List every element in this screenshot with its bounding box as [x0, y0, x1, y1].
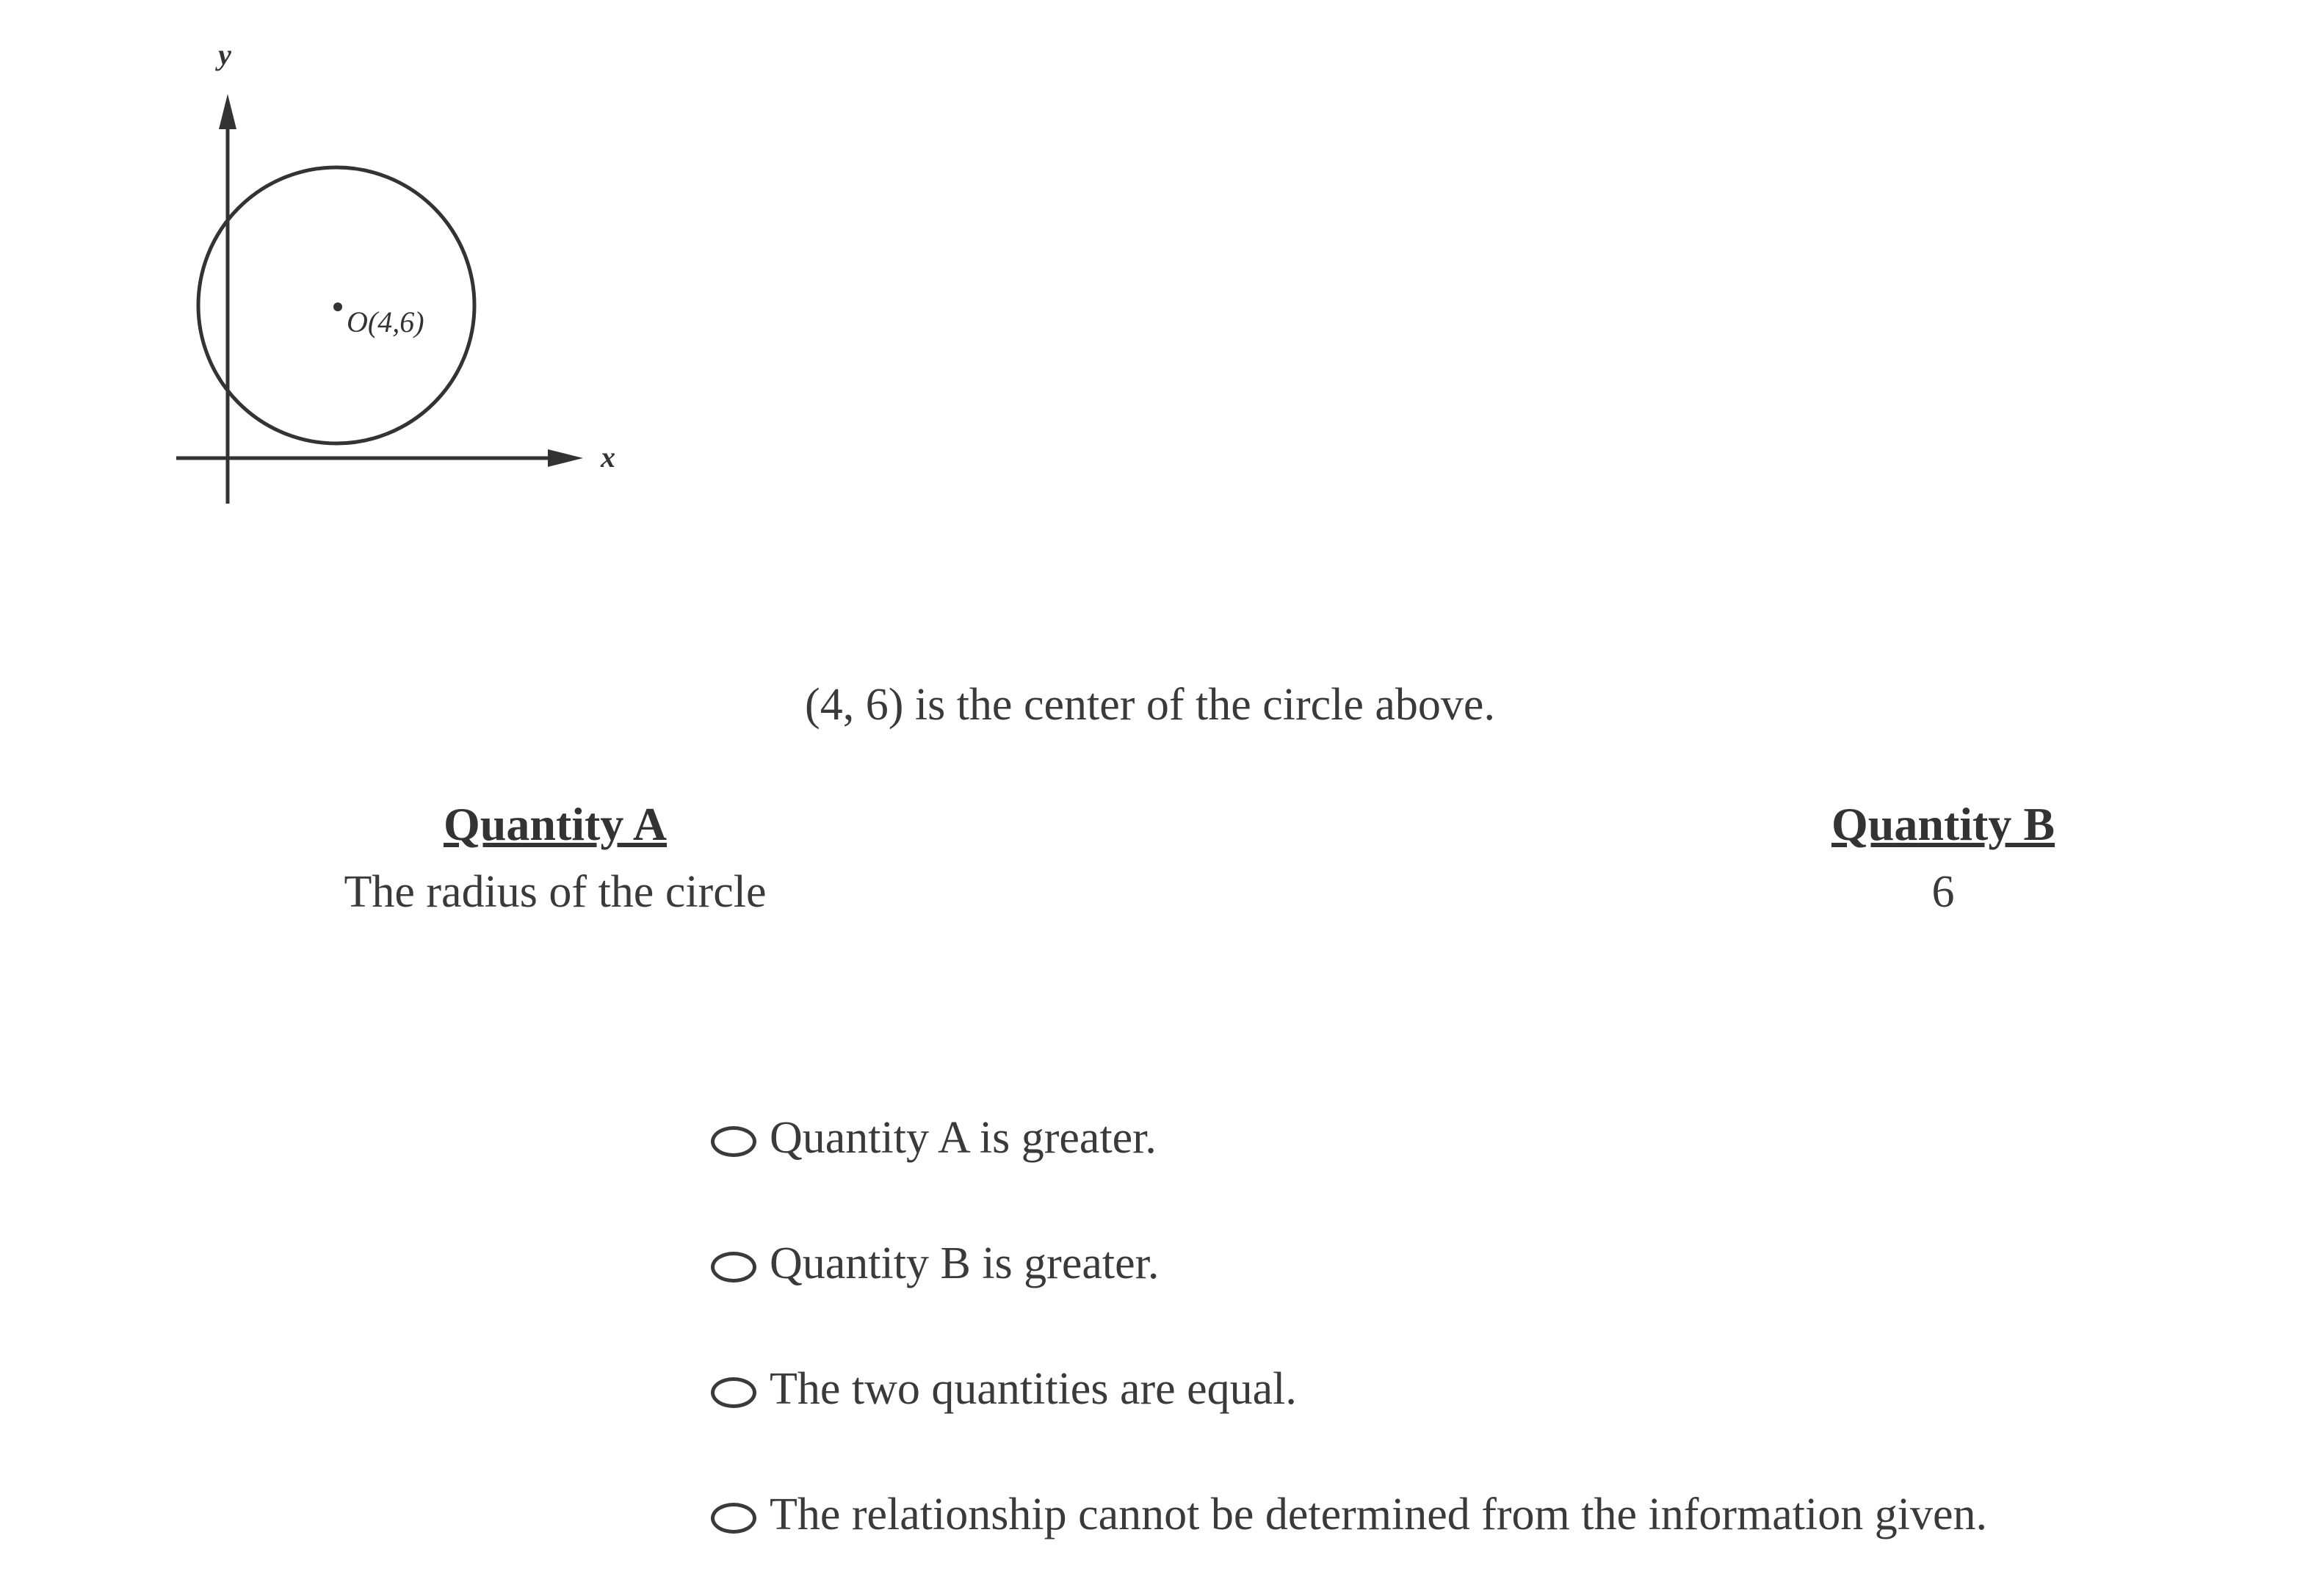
answer-option-label: The relationship cannot be determined from the information given.: [770, 1490, 1987, 1539]
quantity-b-value: 6: [1931, 867, 1955, 917]
quantity-a-column: [335, 793, 775, 925]
answer-option-b-greater[interactable]: [711, 1219, 1987, 1307]
radio-button[interactable]: [711, 1503, 756, 1534]
answer-option-cannot-determine[interactable]: [711, 1470, 1987, 1559]
center-point: [333, 302, 342, 311]
x-axis-label: x: [601, 440, 615, 474]
y-axis-label: y: [218, 38, 231, 71]
y-axis-arrowhead: [219, 94, 236, 129]
answer-option-equal[interactable]: [711, 1345, 1987, 1433]
quantity-a-value: The radius of the circle: [344, 867, 767, 917]
x-axis-arrowhead: [548, 449, 583, 467]
answer-option-a-greater[interactable]: [711, 1094, 1987, 1182]
quantity-a-heading: Quantity A: [443, 798, 668, 850]
answer-option-label: Quantity B is greater.: [770, 1238, 1160, 1288]
center-label: O(4,6): [347, 305, 424, 338]
answer-option-label: Quantity A is greater.: [770, 1113, 1157, 1163]
circle-diagram: [162, 29, 661, 529]
answer-option-label: The two quantities are equal.: [770, 1364, 1297, 1414]
quantity-b-column: [1723, 793, 2163, 925]
radio-button[interactable]: [711, 1377, 756, 1408]
radio-button[interactable]: [711, 1252, 756, 1283]
radio-button[interactable]: [711, 1126, 756, 1157]
coordinate-figure: [162, 29, 661, 529]
quantity-b-heading: Quantity B: [1831, 798, 2055, 850]
answer-choices: [711, 1094, 1987, 1596]
question-stem: (4, 6) is the center of the circle above.: [805, 680, 1495, 730]
